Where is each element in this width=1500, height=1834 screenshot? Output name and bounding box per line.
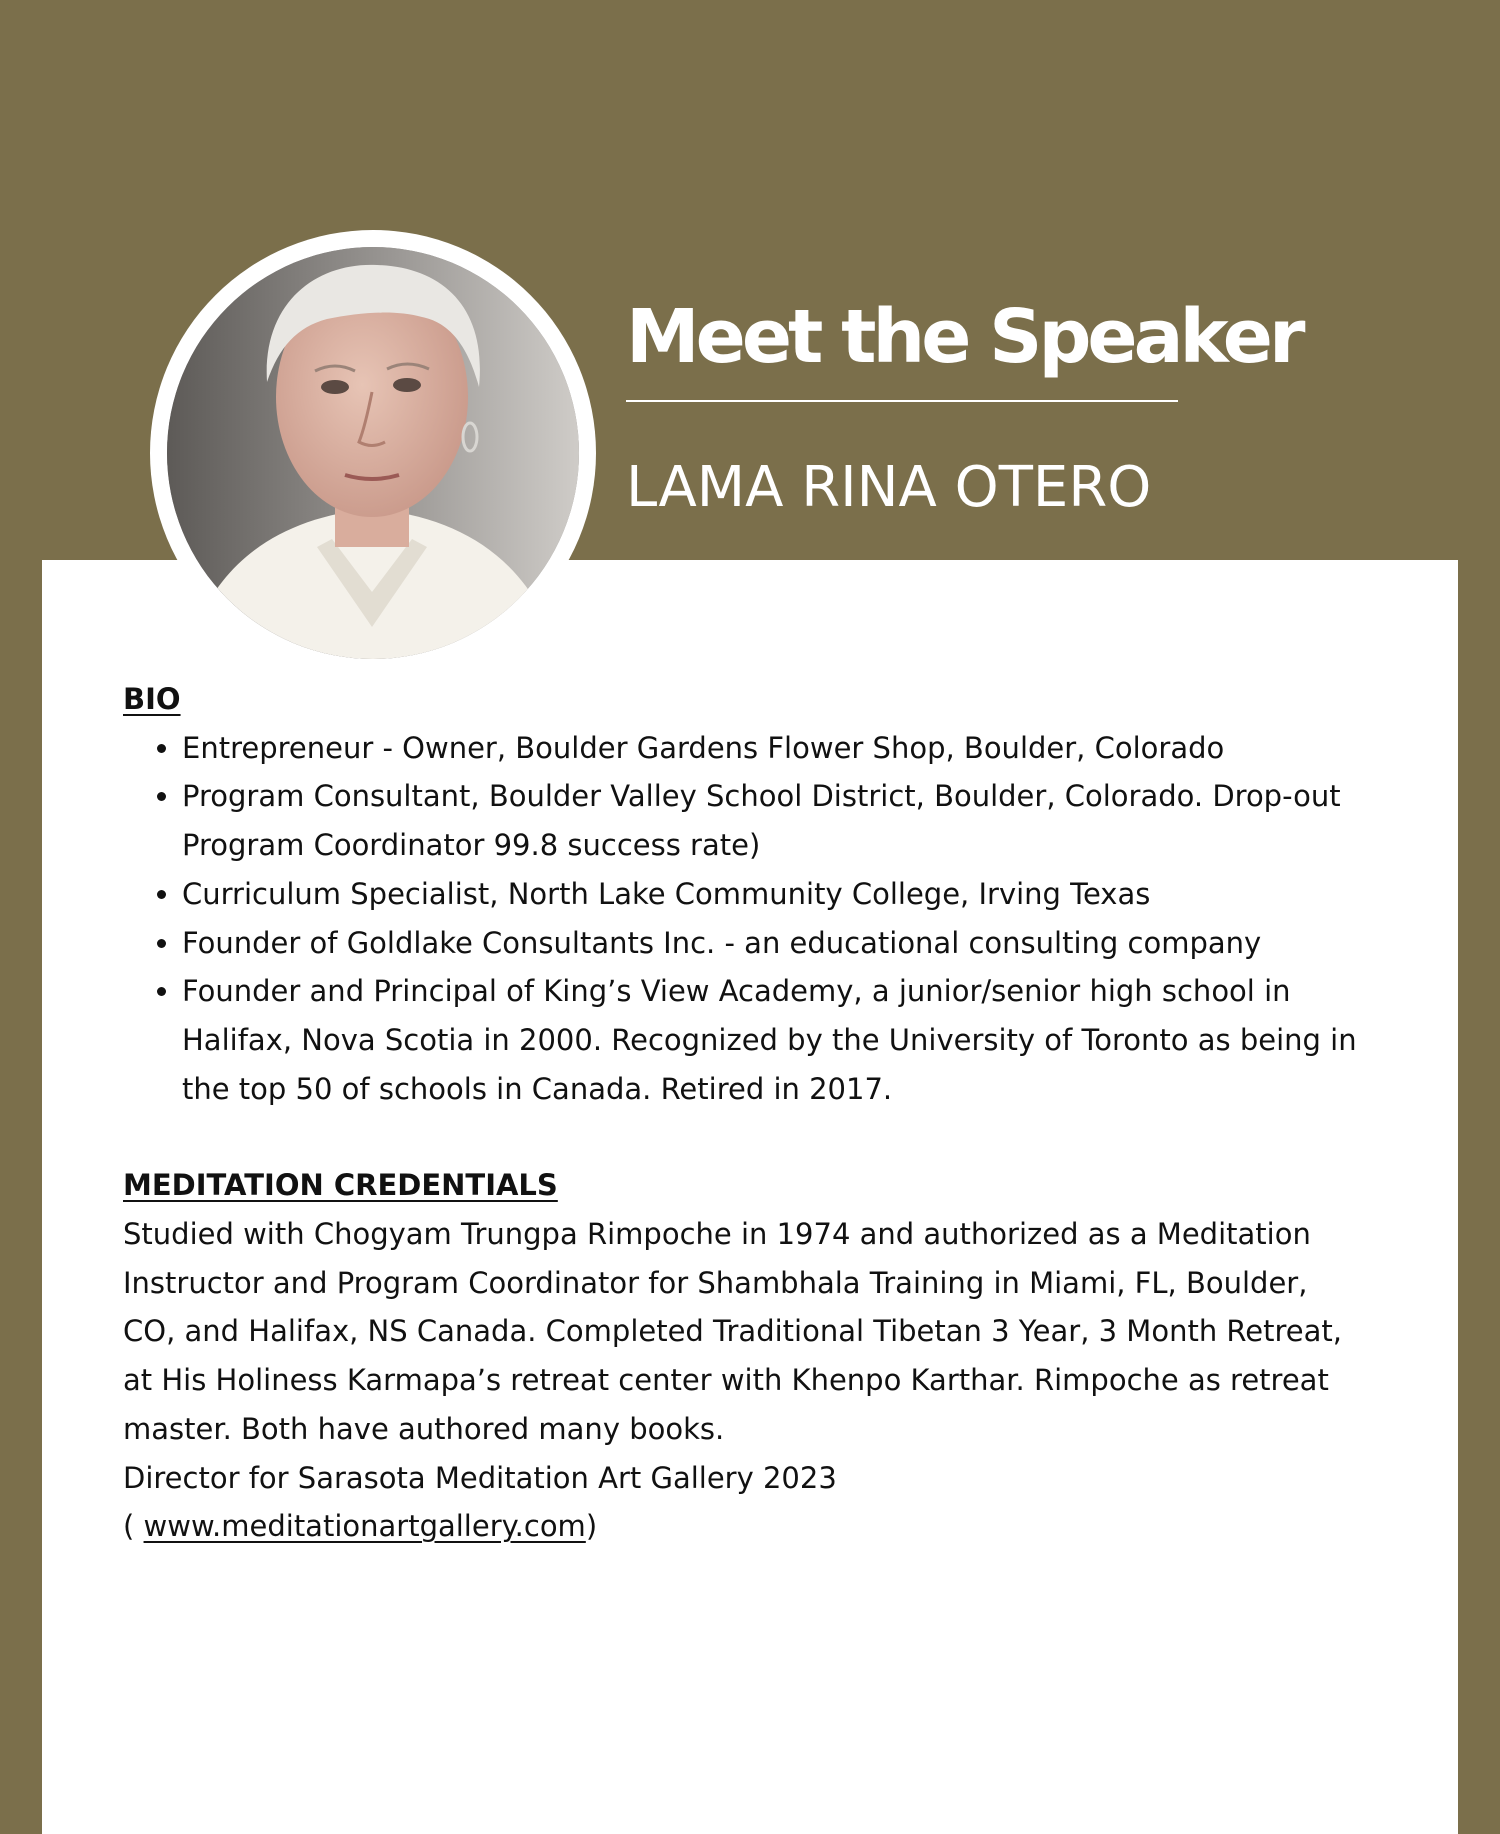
speaker-name: LAMA RINA OTERO <box>626 455 1152 520</box>
credentials-heading: MEDITATION CREDENTIALS <box>123 1168 558 1203</box>
director-line: Director for Sarasota Meditation Art Gallery 2023 <box>123 1460 837 1495</box>
speaker-details <box>123 675 1363 1551</box>
bio-item: • Founder and Principal of King’s View Academy, a junior/senior high school in Halifax, Nova Scotia in 2000. Recognized by the University of Toronto as being in the top 50 of schools in Canada. Retired in 2017. <box>182 967 1363 1113</box>
link-open-paren: ( <box>123 1509 144 1544</box>
page-title: Meet the Speaker <box>626 294 1302 380</box>
speaker-portrait <box>167 247 579 659</box>
bio-item: • Entrepreneur - Owner, Boulder Gardens Flower Shop, Boulder, Colorado <box>182 724 1363 773</box>
credentials-text: Studied with Chogyam Trungpa Rimpoche in 1974 and authorized as a Meditation Instructor and Program Coordinator for Shambhala Training in Miami, FL, Boulder, CO, and Halifax, NS Canada. Completed Traditional Tibetan 3 Year, 3 Month Retreat, at His Holiness Karmapa’s retreat center with Khenpo Karthar. Rimpoche as retreat master. Both have authored many books. <box>123 1217 1342 1446</box>
title-divider <box>626 400 1178 402</box>
link-close-paren: ) <box>585 1509 598 1544</box>
gallery-link-line <box>123 1502 1363 1551</box>
bio-item: • Curriculum Specialist, North Lake Community College, Irving Texas <box>182 870 1363 919</box>
bio-item: • Founder of Goldlake Consultants Inc. - an educational consulting company <box>182 919 1363 968</box>
bio-heading: BIO <box>123 682 181 716</box>
speaker-portrait-illustration <box>167 247 579 659</box>
bio-list <box>123 724 1363 1114</box>
bio-section <box>123 675 1363 1113</box>
gallery-website-link[interactable]: www.meditationartgallery.com <box>143 1509 586 1544</box>
bio-item: • Program Consultant, Boulder Valley School District, Boulder, Colorado. Drop-out Program Coordinator 99.8 success rate) <box>182 772 1363 869</box>
credentials-section <box>123 1161 1363 1551</box>
